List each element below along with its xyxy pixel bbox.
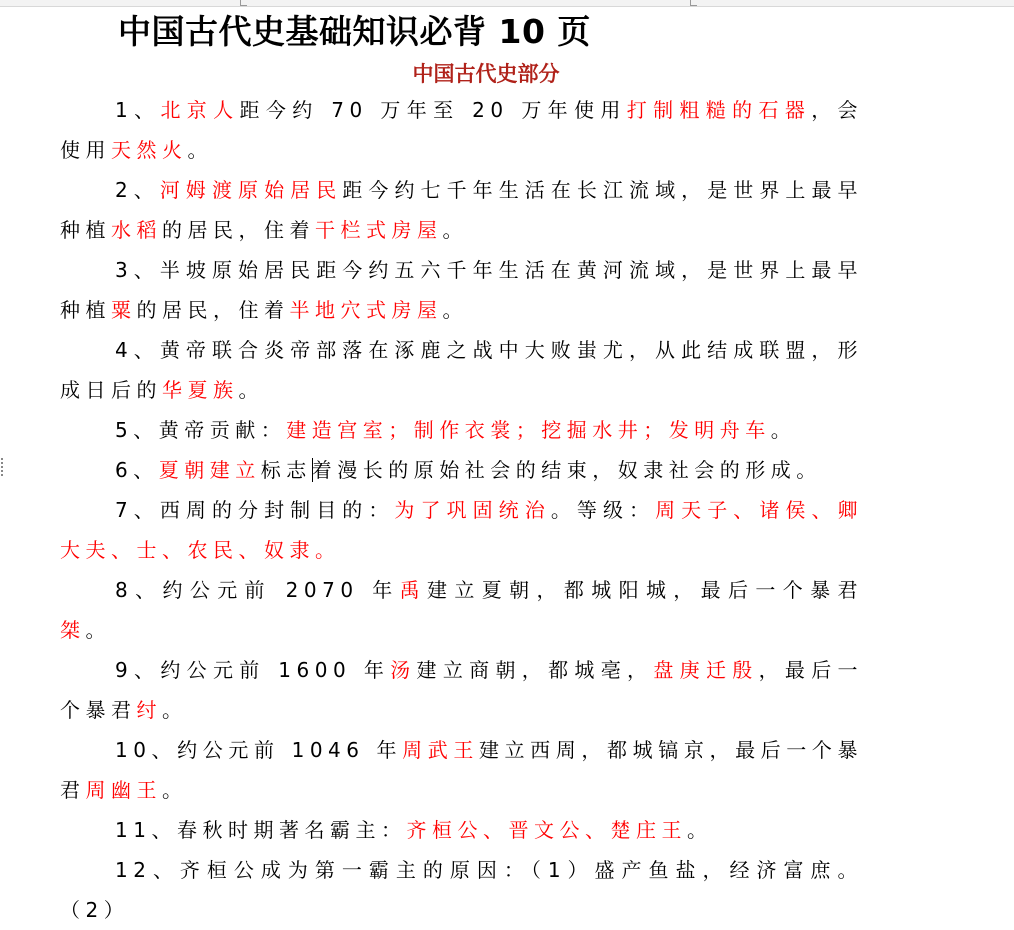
text-segment: 。等级：: [550, 498, 656, 522]
highlighted-text: 打制粗糙的石器: [626, 98, 812, 122]
highlighted-text: 天然火: [111, 138, 188, 162]
paragraph-1[interactable]: [60, 90, 863, 170]
highlighted-text: 夏朝建立: [158, 458, 261, 482]
text-segment: 标志: [260, 458, 312, 482]
text-segment: 1、: [115, 98, 161, 122]
paragraph-5[interactable]: [60, 410, 863, 450]
highlighted-text: 华夏族: [162, 378, 239, 402]
highlighted-text: 周幽王: [85, 778, 162, 802]
text-segment: 。: [442, 298, 468, 322]
text-segment: 。: [238, 378, 264, 402]
highlighted-text: 北京人: [160, 98, 240, 122]
text-segment: 建立西周，都城镐京，最后一个暴君: [60, 738, 864, 802]
text-segment: 。: [770, 418, 797, 442]
text-segment: 距今约七千年生活在长江流域，是世界上最早种植: [60, 178, 864, 242]
highlighted-text: 纣: [136, 698, 162, 722]
text-segment: 11、春秋时期著名霸主：: [115, 818, 407, 842]
text-segment: 4、黄帝联合炎帝部落在涿鹿之战中大败蚩尤，从此结成联盟，形成日后的: [60, 338, 863, 402]
text-segment: 8、约公元前 2070 年: [115, 578, 400, 602]
paragraph-7[interactable]: [60, 490, 863, 570]
paragraph-3[interactable]: [60, 250, 863, 330]
margin-drag-handle[interactable]: [1, 458, 6, 476]
text-segment: 12、齐桓公成为第一霸主的原因：（1）盛产鱼盐，经济富庶。（2）: [60, 858, 863, 922]
document-body[interactable]: [60, 90, 863, 930]
paragraph-9[interactable]: [60, 650, 863, 730]
text-segment: ，会使用: [60, 98, 864, 162]
paragraph-2[interactable]: [60, 170, 863, 250]
text-segment: 距今约 70 万年至 20 万年使用: [239, 98, 627, 122]
text-segment: 9、约公元前 1600 年: [115, 658, 391, 682]
text-segment: 的居民，住着: [162, 218, 315, 242]
highlighted-text: 齐桓公、晋文公、楚庄王: [406, 818, 687, 842]
paragraph-10[interactable]: [60, 730, 863, 810]
text-segment: 7、西周的分封制目的：: [115, 498, 395, 522]
text-segment: 的居民，住着: [136, 298, 290, 322]
text-segment: 。: [686, 818, 713, 842]
paragraph-11[interactable]: [60, 810, 863, 850]
text-segment: 建立夏朝，都城阳城，最后一个暴君: [427, 578, 864, 602]
text-segment: 。: [187, 138, 213, 162]
highlighted-text: 为了巩固统治: [394, 498, 551, 522]
text-segment: 6、: [115, 458, 159, 482]
highlighted-text: 粟: [111, 298, 137, 322]
text-segment: ，最后一个暴君: [60, 658, 864, 722]
highlighted-text: 水稻: [111, 218, 162, 242]
paragraph-8[interactable]: [60, 570, 863, 650]
page-corner-mark: [690, 0, 697, 6]
text-segment: 。: [162, 778, 188, 802]
text-segment: 2、: [115, 178, 160, 202]
text-segment: 着漫长的原始社会的结束，奴隶社会的形成。: [311, 458, 822, 482]
highlighted-text: 桀: [60, 618, 86, 642]
text-segment: 3、半坡原始居民距今约五六千年生活在黄河流域，是世界上最早种植: [60, 258, 863, 322]
text-segment: 。: [85, 618, 111, 642]
highlighted-text: 干栏式房屋: [315, 218, 443, 242]
text-segment: 。: [162, 698, 188, 722]
paragraph-12[interactable]: [60, 850, 863, 930]
section-heading: 中国古代史部分: [412, 62, 560, 86]
paragraph-4[interactable]: [60, 330, 863, 410]
highlighted-text: 建造宫室；制作衣裳；挖掘水井；发明舟车: [286, 418, 771, 442]
highlighted-text: 盘庚迁殷: [653, 658, 759, 682]
text-segment: 。: [442, 218, 468, 242]
highlighted-text: 周天子、诸侯、卿大夫、士、农民、奴隶。: [60, 498, 864, 562]
document-title: 中国古代史基础知识必背 10 页: [118, 12, 591, 51]
highlighted-text: 汤: [390, 658, 417, 682]
highlighted-text: 河姆渡原始居民: [159, 178, 343, 202]
text-segment: 10、约公元前 1046 年: [115, 738, 403, 762]
highlighted-text: 周武王: [402, 738, 479, 762]
paragraph-6[interactable]: [60, 450, 863, 490]
text-segment: 建立商朝，都城亳，: [416, 658, 654, 682]
highlighted-text: 半地穴式房屋: [289, 298, 443, 322]
highlighted-text: 禹: [399, 578, 428, 602]
text-segment: 5、黄帝贡献：: [115, 418, 287, 442]
